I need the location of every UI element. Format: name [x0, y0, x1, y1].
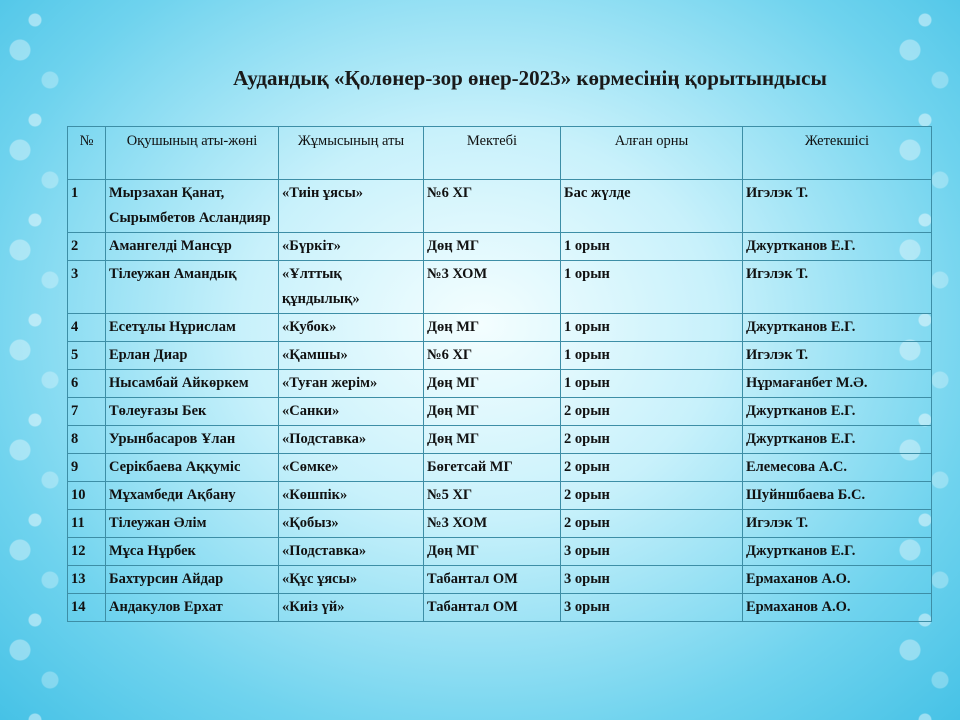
work-title-cell: «Ұлттық құндылық» [279, 261, 424, 314]
work-title-cell: «Қобыз» [279, 510, 424, 538]
school-cell: №6 ХГ [424, 180, 561, 233]
row-number-cell: 13 [68, 566, 106, 594]
table-row [68, 180, 932, 233]
table-body [68, 180, 932, 622]
school-cell: Дөң МГ [424, 398, 561, 426]
row-number-cell: 7 [68, 398, 106, 426]
supervisor-cell: Джуртканов Е.Г. [743, 314, 932, 342]
table-row [68, 510, 932, 538]
supervisor-cell: Игэлэк Т. [743, 342, 932, 370]
student-name-cell: Тілеужан Әлім [106, 510, 279, 538]
table-row [68, 370, 932, 398]
row-number-cell: 12 [68, 538, 106, 566]
student-name-cell: Төлеуғазы Бек [106, 398, 279, 426]
row-number-cell: 10 [68, 482, 106, 510]
supervisor-cell: Игэлэк Т. [743, 261, 932, 314]
supervisor-cell: Джуртканов Е.Г. [743, 426, 932, 454]
student-name-cell: Ерлан Диар [106, 342, 279, 370]
work-title-cell: «Подставка» [279, 538, 424, 566]
student-name-cell: Амангелді Мансұр [106, 233, 279, 261]
supervisor-cell: Джуртканов Е.Г. [743, 398, 932, 426]
student-name-cell: Урынбасаров Ұлан [106, 426, 279, 454]
table-row [68, 233, 932, 261]
supervisor-cell: Шуйншбаева Б.С. [743, 482, 932, 510]
student-name-cell: Тілеужан Амандық [106, 261, 279, 314]
supervisor-cell: Ермаханов А.О. [743, 566, 932, 594]
place-cell: Бас жүлде [561, 180, 743, 233]
row-number-cell: 11 [68, 510, 106, 538]
school-cell: Дөң МГ [424, 314, 561, 342]
school-cell: Дөң МГ [424, 538, 561, 566]
supervisor-cell: Джуртканов Е.Г. [743, 233, 932, 261]
work-title-cell: «Санки» [279, 398, 424, 426]
student-name-cell: Бахтурсин Айдар [106, 566, 279, 594]
row-number-cell: 8 [68, 426, 106, 454]
table-row [68, 538, 932, 566]
work-title-cell: «Сөмке» [279, 454, 424, 482]
slide-title: Аудандық «Қолөнер-зор өнер-2023» көрмесінің қорытындысы [233, 66, 827, 90]
table-row [68, 314, 932, 342]
student-name-cell: Есетұлы Нұрислам [106, 314, 279, 342]
supervisor-cell: Игэлэк Т. [743, 510, 932, 538]
student-name-cell: Андакулов Ерхат [106, 594, 279, 622]
table-row [68, 261, 932, 314]
work-title-cell: «Құс ұясы» [279, 566, 424, 594]
school-cell: №5 ХГ [424, 482, 561, 510]
row-number-cell: 9 [68, 454, 106, 482]
header-student-name: Оқушының аты-жөні [106, 127, 279, 180]
work-title-cell: «Кубок» [279, 314, 424, 342]
left-ornament-border [0, 0, 70, 720]
table-row [68, 398, 932, 426]
school-cell: Табантал ОМ [424, 594, 561, 622]
header-supervisor: Жетекшісі [743, 127, 932, 180]
school-cell: №3 ХОМ [424, 510, 561, 538]
work-title-cell: «Подставка» [279, 426, 424, 454]
place-cell: 1 орын [561, 233, 743, 261]
supervisor-cell: Джуртканов Е.Г. [743, 538, 932, 566]
student-name-cell: Серікбаева Аққуміс [106, 454, 279, 482]
results-table [67, 126, 932, 622]
row-number-cell: 1 [68, 180, 106, 233]
place-cell: 3 орын [561, 594, 743, 622]
student-name-cell: Мұса Нұрбек [106, 538, 279, 566]
row-number-cell: 6 [68, 370, 106, 398]
work-title-cell: «Қамшы» [279, 342, 424, 370]
place-cell: 2 орын [561, 454, 743, 482]
table-row [68, 454, 932, 482]
place-cell: 1 орын [561, 261, 743, 314]
header-school: Мектебі [424, 127, 561, 180]
place-cell: 3 орын [561, 538, 743, 566]
supervisor-cell: Ермаханов А.О. [743, 594, 932, 622]
table-row [68, 566, 932, 594]
header-number: № [68, 127, 106, 180]
place-cell: 3 орын [561, 566, 743, 594]
supervisor-cell: Елемесова А.С. [743, 454, 932, 482]
row-number-cell: 3 [68, 261, 106, 314]
student-name-cell: Мұхамбеди Ақбану [106, 482, 279, 510]
school-cell: Дөң МГ [424, 370, 561, 398]
supervisor-cell: Нұрмағанбет М.Ә. [743, 370, 932, 398]
place-cell: 1 орын [561, 370, 743, 398]
school-cell: №3 ХОМ [424, 261, 561, 314]
school-cell: Дөң МГ [424, 426, 561, 454]
work-title-cell: «Көшпік» [279, 482, 424, 510]
header-place: Алған орны [561, 127, 743, 180]
table-row [68, 482, 932, 510]
school-cell: Дөң МГ [424, 233, 561, 261]
table-row [68, 594, 932, 622]
school-cell: Табантал ОМ [424, 566, 561, 594]
work-title-cell: «Киіз үй» [279, 594, 424, 622]
row-number-cell: 4 [68, 314, 106, 342]
work-title-cell: «Тиін ұясы» [279, 180, 424, 233]
school-cell: №6 ХГ [424, 342, 561, 370]
row-number-cell: 14 [68, 594, 106, 622]
student-name-cell: Мырзахан Қанат, Сырымбетов Асландияр [106, 180, 279, 233]
place-cell: 2 орын [561, 426, 743, 454]
table-header-row [68, 127, 932, 180]
table-row [68, 342, 932, 370]
table-row [68, 426, 932, 454]
supervisor-cell: Игэлэк Т. [743, 180, 932, 233]
place-cell: 1 орын [561, 342, 743, 370]
row-number-cell: 2 [68, 233, 106, 261]
work-title-cell: «Бүркіт» [279, 233, 424, 261]
header-work-title: Жұмысының аты [279, 127, 424, 180]
work-title-cell: «Туған жерім» [279, 370, 424, 398]
school-cell: Бөгетсай МГ [424, 454, 561, 482]
place-cell: 2 орын [561, 510, 743, 538]
row-number-cell: 5 [68, 342, 106, 370]
place-cell: 1 орын [561, 314, 743, 342]
student-name-cell: Нысамбай Айкөркем [106, 370, 279, 398]
place-cell: 2 орын [561, 482, 743, 510]
place-cell: 2 орын [561, 398, 743, 426]
